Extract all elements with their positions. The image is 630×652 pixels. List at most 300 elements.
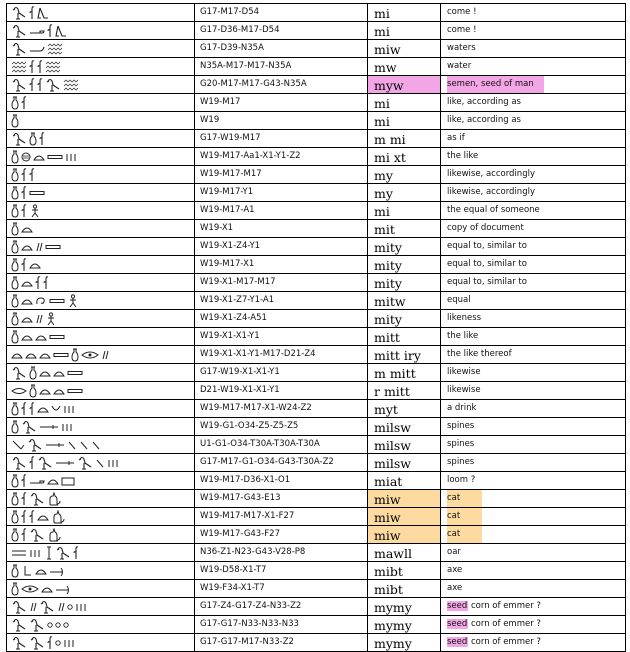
gardiner-code-cell: W19-M17-G43-F27 — [195, 526, 368, 543]
bread-glyph-icon — [29, 261, 41, 269]
meaning-cell: like, according as — [447, 97, 521, 107]
hieroglyph-group — [11, 220, 194, 237]
table-row — [7, 309, 625, 327]
meaning-cell: the like — [447, 151, 479, 161]
table-row — [7, 183, 625, 201]
reed-glyph-icon — [35, 276, 41, 290]
gardiner-code-cell: W19-M17-Aa1-X1-Y1-Z2 — [195, 148, 368, 165]
bird-glyph-icon — [11, 24, 27, 38]
transliteration-cell: miw — [368, 490, 441, 507]
pot-glyph-icon — [11, 510, 19, 524]
meaning-cell: come ! — [447, 7, 477, 17]
pot-glyph-icon — [71, 348, 79, 362]
meaning-highlight-word: seed — [447, 637, 468, 647]
table-row — [7, 399, 625, 417]
cat-glyph-icon — [51, 510, 65, 524]
gardiner-code-cell: W19-X1-X1-Y1-M17-D21-Z4 — [195, 346, 368, 363]
pot-glyph-icon — [11, 150, 19, 164]
table-row — [7, 39, 625, 57]
bread-glyph-icon — [21, 297, 33, 305]
table-row — [7, 93, 625, 111]
meaning-cell: likeness — [447, 313, 482, 323]
spine-glyph-icon — [95, 458, 105, 468]
table-row — [7, 111, 625, 129]
table-row — [7, 507, 625, 525]
transliteration-cell: milsw — [368, 454, 441, 471]
hieroglyph-group — [11, 508, 194, 525]
bread-glyph-icon — [21, 333, 33, 341]
table-row — [7, 273, 625, 291]
bar-glyph-icon — [45, 244, 61, 250]
strokes-glyph-icon — [65, 152, 79, 162]
transliteration-cell: my — [368, 184, 441, 201]
hieroglyph-cell — [7, 472, 195, 489]
hieroglyph-group — [11, 184, 194, 201]
table-row — [7, 3, 625, 21]
hieroglyph-group — [11, 94, 194, 111]
pot-glyph-icon — [11, 420, 19, 434]
bird-glyph-icon — [39, 600, 55, 614]
eye-glyph-icon — [21, 584, 39, 594]
meaning-cell: equal to, similar to — [447, 277, 527, 287]
dual-glyph-icon — [35, 314, 43, 324]
legs-glyph-icon — [37, 6, 49, 20]
gardiner-code-cell: W19-G1-O34-Z5-Z5-Z5 — [195, 418, 368, 435]
gardiner-code-cell: D21-W19-X1-X1-Y1 — [195, 382, 368, 399]
hieroglyph-cell — [7, 562, 195, 579]
bread-glyph-icon — [53, 369, 65, 377]
bread-glyph-icon — [21, 243, 33, 251]
gardiner-code-cell: W19-M17-M17-X1-W24-Z2 — [195, 400, 368, 417]
hieroglyph-group — [11, 634, 194, 651]
table-row — [7, 525, 625, 543]
legs-glyph-icon — [55, 24, 67, 38]
coil-glyph-icon — [35, 296, 47, 306]
hieroglyph-cell — [7, 310, 195, 327]
table-row — [7, 471, 625, 489]
dual-glyph-icon — [35, 242, 43, 252]
gardiner-code-cell: W19-X1-X1-Y1 — [195, 328, 368, 345]
table-row — [7, 219, 625, 237]
bird-glyph-icon — [29, 636, 45, 650]
bread-glyph-icon — [11, 351, 23, 359]
meaning-cell: axe — [447, 565, 463, 575]
bird-glyph-icon — [11, 636, 27, 650]
table-row — [7, 417, 625, 435]
hieroglyph-cell — [7, 418, 195, 435]
transliteration-cell: milsw — [368, 418, 441, 435]
meaning-cell: likewise, accordingly — [447, 169, 535, 179]
bird-glyph-icon — [11, 456, 27, 470]
bread-glyph-icon — [25, 351, 37, 359]
grain-glyph-icon — [67, 604, 73, 610]
hieroglyph-group — [11, 418, 194, 435]
table-row — [7, 381, 625, 399]
meaning-cell — [441, 508, 625, 525]
meaning-text-rest: corn of emmer ? — [468, 637, 541, 647]
bar-glyph-icon — [49, 334, 65, 340]
transliteration-cell: myt — [368, 400, 441, 417]
reed-glyph-icon — [39, 132, 45, 146]
strokes-glyph-icon — [61, 422, 75, 432]
hieroglyph-cell — [7, 274, 195, 291]
hieroglyph-group — [11, 346, 194, 363]
pot-glyph-icon — [11, 114, 19, 128]
bird-glyph-icon — [27, 438, 43, 452]
hieroglyph-cell — [7, 490, 195, 507]
hieroglyph-cell — [7, 292, 195, 309]
hieroglyph-group — [11, 166, 194, 183]
transliteration-cell: mity — [368, 238, 441, 255]
table-row — [7, 255, 625, 273]
transliteration-cell: milsw — [368, 436, 441, 453]
reed-glyph-icon — [21, 474, 27, 488]
hieroglyph-group — [11, 4, 194, 21]
meaning-cell: equal to, similar to — [447, 259, 527, 269]
reed-glyph-icon — [47, 24, 53, 38]
table-row — [7, 21, 625, 39]
placenta-glyph-icon — [21, 152, 31, 162]
hieroglyph-group — [11, 436, 194, 453]
reed-glyph-icon — [47, 636, 53, 650]
arm-glyph-icon — [29, 44, 45, 54]
gardiner-code-cell: W19-M17-M17 — [195, 166, 368, 183]
reed-glyph-icon — [29, 510, 35, 524]
hieroglyph-cell — [7, 94, 195, 111]
transliteration-cell: mibt — [368, 562, 441, 579]
table-row — [7, 363, 625, 381]
meaning-cell: the like — [447, 331, 479, 341]
gardiner-code-cell: G17-M17-G1-O34-G43-T30A-Z2 — [195, 454, 368, 471]
hieroglyph-cell — [7, 634, 195, 651]
meaning-cell: the equal of someone — [447, 205, 540, 215]
meaning-cell: loom ? — [447, 475, 476, 485]
hand-glyph-icon — [29, 26, 45, 36]
gardiner-code-cell: U1-G1-O34-T30A-T30A-T30A — [195, 436, 368, 453]
meaning-cell: come ! — [447, 25, 477, 35]
hieroglyph-cell — [7, 598, 195, 615]
gardiner-code-cell: W19-D58-X1-T7 — [195, 562, 368, 579]
strokes-glyph-icon — [107, 458, 121, 468]
hieroglyph-group — [11, 274, 194, 291]
grain-glyph-icon — [55, 640, 61, 646]
reed-glyph-icon — [21, 528, 27, 542]
gardiner-code-cell: W19-M17-G43-E13 — [195, 490, 368, 507]
gardiner-code-cell: G17-D36-M17-D54 — [195, 22, 368, 39]
meaning-text: semen, seed of man — [447, 76, 544, 93]
man-glyph-icon — [45, 312, 57, 326]
bread-glyph-icon — [41, 585, 53, 593]
spine-glyph-icon — [67, 440, 77, 450]
pot-glyph-icon — [11, 240, 19, 254]
reed-glyph-icon — [29, 402, 35, 416]
hieroglyph-group — [11, 580, 194, 597]
meaning-cell: copy of document — [447, 223, 524, 233]
hieroglyph-group — [11, 490, 194, 507]
gardiner-code-cell: G17-Z4-G17-Z4-N33-Z2 — [195, 598, 368, 615]
hieroglyph-cell — [7, 436, 195, 453]
spine-glyph-icon — [91, 440, 101, 450]
bread-glyph-icon — [39, 351, 51, 359]
bird-glyph-icon — [29, 618, 45, 632]
meaning-cell: a drink — [447, 403, 477, 413]
transliteration-cell: mitt — [368, 328, 441, 345]
hieroglyph-group — [11, 454, 194, 471]
strokes-glyph-icon — [75, 602, 89, 612]
eye-glyph-icon — [81, 350, 99, 360]
grain-glyph-icon — [47, 622, 53, 628]
transliteration-cell: mity — [368, 256, 441, 273]
hieroglyph-group — [11, 616, 194, 633]
gardiner-code-cell: G17-G17-N33-N33-N33 — [195, 616, 368, 633]
pot-glyph-icon — [29, 384, 37, 398]
hieroglyph-group — [11, 598, 194, 615]
bar-glyph-icon — [53, 352, 69, 358]
table-row — [7, 345, 625, 363]
bar-glyph-icon — [67, 370, 83, 376]
bird-glyph-icon — [11, 618, 27, 632]
hieroglyph-group — [11, 130, 194, 147]
meaning-cell: waters — [447, 43, 476, 53]
grain-glyph-icon — [63, 622, 69, 628]
dual-glyph-icon — [29, 602, 37, 612]
house-glyph-icon — [61, 476, 75, 486]
strokes-glyph-icon — [63, 404, 77, 414]
reed-glyph-icon — [73, 546, 79, 560]
hieroglyph-cell — [7, 382, 195, 399]
meaning-cell: spines — [447, 439, 475, 449]
meaning-cell: the like thereof — [447, 349, 512, 359]
water-glyph-icon — [45, 61, 61, 73]
transliteration-cell: mibt — [368, 580, 441, 597]
hieroglyph-group — [11, 202, 194, 219]
transliteration-cell: mitw — [368, 292, 441, 309]
reed-glyph-icon — [29, 168, 35, 182]
strokes-glyph-icon — [29, 548, 43, 558]
meaning-cell — [441, 526, 625, 543]
meaning-cell: likewise, accordingly — [447, 187, 535, 197]
reed-glyph-icon — [21, 510, 27, 524]
bird-glyph-icon — [45, 78, 61, 92]
table-row — [7, 597, 625, 615]
hieroglyph-group — [11, 40, 194, 57]
hieroglyph-group — [11, 256, 194, 273]
bread-glyph-icon — [37, 513, 49, 521]
gardiner-code-cell: N36-Z1-N23-G43-V28-P8 — [195, 544, 368, 561]
hieroglyph-cell — [7, 508, 195, 525]
reed-glyph-icon — [21, 258, 27, 272]
table-row — [7, 57, 625, 75]
hieroglyph-group — [11, 58, 194, 75]
meaning-cell: equal to, similar to — [447, 241, 527, 251]
table-row — [7, 543, 625, 561]
bird-glyph-icon — [21, 420, 37, 434]
water-glyph-icon — [11, 61, 27, 73]
bird-glyph-icon — [11, 78, 27, 92]
meaning-text-rest: corn of emmer ? — [468, 601, 541, 611]
table-row — [7, 291, 625, 309]
pot-glyph-icon — [11, 204, 19, 218]
bread-glyph-icon — [35, 333, 47, 341]
bar-glyph-icon — [67, 388, 83, 394]
hieroglyph-cell — [7, 238, 195, 255]
table-row — [7, 237, 625, 255]
hieroglyph-cell — [7, 130, 195, 147]
transliteration-cell: mymy — [368, 616, 441, 633]
bird-glyph-icon — [37, 456, 53, 470]
hieroglyph-cell — [7, 346, 195, 363]
gardiner-code-cell: W19-M17-Y1 — [195, 184, 368, 201]
hieroglyph-cell — [7, 58, 195, 75]
strokes-glyph-icon — [63, 638, 77, 648]
transliteration-cell: mawll — [368, 544, 441, 561]
hand-glyph-icon — [29, 476, 45, 486]
bird-glyph-icon — [11, 600, 27, 614]
transliteration-cell: mi — [368, 4, 441, 21]
hieroglyph-cell — [7, 580, 195, 597]
transliteration-cell: mity — [368, 274, 441, 291]
reed-glyph-icon — [21, 186, 27, 200]
transliteration-cell: miw — [368, 526, 441, 543]
hieroglyph-cell — [7, 148, 195, 165]
reed-glyph-icon — [29, 6, 35, 20]
bread-glyph-icon — [39, 387, 51, 395]
transliteration-cell: miw — [368, 40, 441, 57]
hieroglyph-cell — [7, 112, 195, 129]
transliteration-cell: mi — [368, 202, 441, 219]
hieroglyph-group — [11, 238, 194, 255]
transliteration-cell: mi xt — [368, 148, 441, 165]
hieroglyph-cell — [7, 454, 195, 471]
pot-glyph-icon — [11, 402, 19, 416]
reed-glyph-icon — [21, 96, 27, 110]
meaning-highlight-word: seed — [447, 601, 468, 611]
bread-glyph-icon — [21, 279, 33, 287]
reed-glyph-icon — [29, 60, 35, 74]
meaning-text: cat — [447, 526, 482, 543]
cup-glyph-icon — [51, 405, 61, 413]
reed-glyph-icon — [43, 276, 49, 290]
meaning-cell: as if — [447, 133, 465, 143]
hieroglyph-cell — [7, 256, 195, 273]
pot-glyph-icon — [11, 294, 19, 308]
table-row — [7, 489, 625, 507]
hieroglyph-cell — [7, 4, 195, 21]
pot-glyph-icon — [11, 528, 19, 542]
transliteration-cell: myw — [368, 76, 441, 93]
gardiner-code-cell: W19 — [195, 112, 368, 129]
pot-glyph-icon — [11, 330, 19, 344]
meaning-cell: likewise — [447, 367, 481, 377]
cat-glyph-icon — [47, 492, 61, 506]
table-row — [7, 147, 625, 165]
table-row — [7, 579, 625, 597]
sky-glyph-icon — [11, 549, 27, 557]
column-glyph-icon — [45, 546, 53, 560]
bird-glyph-icon — [11, 42, 27, 56]
gardiner-code-cell: W19-M17-X1 — [195, 256, 368, 273]
spine-glyph-icon — [79, 440, 89, 450]
dictionary-table — [6, 3, 626, 652]
pot-glyph-icon — [11, 564, 19, 578]
hieroglyph-cell — [7, 220, 195, 237]
meaning-cell — [441, 598, 625, 615]
hieroglyph-group — [11, 400, 194, 417]
transliteration-cell: mi — [368, 22, 441, 39]
meaning-cell: water — [447, 61, 472, 71]
cat-glyph-icon — [47, 528, 61, 542]
gardiner-code-cell: W19-F34-X1-T7 — [195, 580, 368, 597]
hieroglyph-group — [11, 112, 194, 129]
transliteration-cell: r mitt — [368, 382, 441, 399]
table-row — [7, 327, 625, 345]
bar-glyph-icon — [49, 298, 65, 304]
gardiner-code-cell: W19-X1 — [195, 220, 368, 237]
transliteration-cell: mymy — [368, 598, 441, 615]
hieroglyph-group — [11, 328, 194, 345]
bread-glyph-icon — [53, 387, 65, 395]
meaning-text: cat — [447, 490, 482, 507]
pot-glyph-icon — [29, 366, 37, 380]
gardiner-code-cell: W19-M17 — [195, 94, 368, 111]
pot-glyph-icon — [11, 582, 19, 596]
hieroglyph-group — [11, 22, 194, 39]
table-row — [7, 165, 625, 183]
reed-glyph-icon — [21, 168, 27, 182]
hieroglyph-cell — [7, 400, 195, 417]
bread-glyph-icon — [21, 315, 33, 323]
transliteration-cell: mi — [368, 94, 441, 111]
bolt-glyph-icon — [45, 442, 65, 448]
axe-glyph-icon — [55, 584, 71, 594]
mouth-glyph-icon — [11, 387, 27, 395]
reed-glyph-icon — [21, 492, 27, 506]
transliteration-cell: mi — [368, 112, 441, 129]
bread-glyph-icon — [37, 405, 49, 413]
table-row — [7, 75, 625, 93]
bird-glyph-icon — [11, 6, 27, 20]
transliteration-cell: mit — [368, 220, 441, 237]
gardiner-code-cell: G17-W19-M17 — [195, 130, 368, 147]
hieroglyph-cell — [7, 616, 195, 633]
transliteration-cell: m mitt — [368, 364, 441, 381]
reed-glyph-icon — [21, 402, 27, 416]
table-row — [7, 129, 625, 147]
gardiner-code-cell: G17-M17-D54 — [195, 4, 368, 21]
hieroglyph-cell — [7, 328, 195, 345]
bird-glyph-icon — [77, 456, 93, 470]
gardiner-code-cell: G17-W19-X1-X1-Y1 — [195, 364, 368, 381]
pot-glyph-icon — [11, 258, 19, 272]
transliteration-cell: mity — [368, 310, 441, 327]
bar-glyph-icon — [29, 190, 45, 196]
hieroglyph-cell — [7, 22, 195, 39]
gardiner-code-cell: W19-X1-Z4-A51 — [195, 310, 368, 327]
gardiner-code-cell: W19-X1-Z4-Y1 — [195, 238, 368, 255]
meaning-cell: equal — [447, 295, 471, 305]
hieroglyph-group — [11, 562, 194, 579]
reed-glyph-icon — [37, 60, 43, 74]
reed-glyph-icon — [21, 204, 27, 218]
hieroglyph-cell — [7, 166, 195, 183]
meaning-cell: likewise — [447, 385, 481, 395]
bird-glyph-icon — [11, 132, 27, 146]
reed-glyph-icon — [29, 456, 35, 470]
hieroglyph-group — [11, 310, 194, 327]
pot-glyph-icon — [11, 492, 19, 506]
pot-glyph-icon — [11, 96, 19, 110]
meaning-cell — [441, 490, 625, 507]
